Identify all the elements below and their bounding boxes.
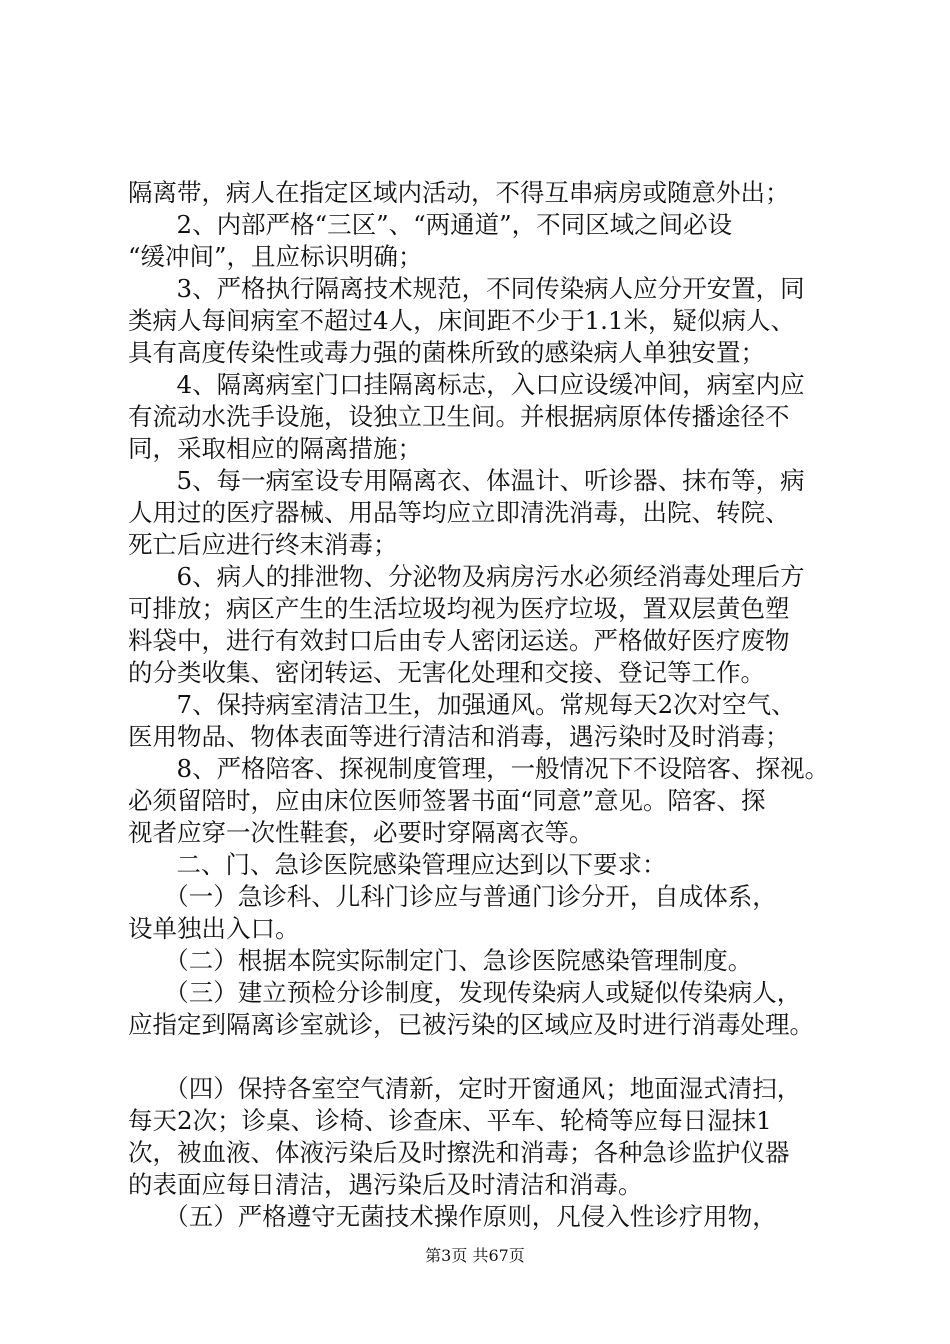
text-line: （五）严格遵守无菌技术操作原则，凡侵入性诊疗用物， <box>152 1202 777 1231</box>
text-line: 设单独出入口。 <box>128 914 300 943</box>
text-line: 视者应穿一次性鞋套，必要时穿隔离衣等。 <box>128 818 594 847</box>
text-line: 3、严格执行隔离技术规范，不同传染病人应分开安置，同 <box>152 274 805 303</box>
text-line: 有流动水洗手设施，设独立卫生间。并根据病原体传播途径不 <box>128 402 790 431</box>
text-line: （三）建立预检分诊制度，发现传染病人或疑似传染病人， <box>152 978 802 1007</box>
text-line: 的表面应每日清洁，遇污染后及时清洁和消毒。 <box>128 1170 643 1199</box>
text-line: 每天2次；诊桌、诊椅、诊查床、平车、轮椅等应每日湿抹1 <box>128 1106 772 1135</box>
text-line: （二）根据本院实际制定门、急诊医院感染管理制度。 <box>152 946 753 975</box>
section-heading: 二、门、急诊医院感染管理应达到以下要求： <box>152 850 667 879</box>
text-line: （一）急诊科、儿科门诊应与普通门诊分开，自成体系， <box>152 882 777 911</box>
text-line: 5、每一病室设专用隔离衣、体温计、听诊器、抹布等，病 <box>152 466 805 495</box>
text-line: 医用物品、物体表面等进行清洁和消毒，遇污染时及时消毒； <box>128 722 790 751</box>
text-line: 应指定到隔离诊室就诊，已被污染的区域应及时进行消毒处理。 <box>128 1010 814 1039</box>
text-line: 同，采取相应的隔离措施； <box>128 434 422 463</box>
page-footer: 第3页 共67页 <box>425 1246 525 1265</box>
text-line: 7、保持病室清洁卫生，加强通风。常规每天2次对空气、 <box>152 690 796 719</box>
text-line: 必须留陪时，应由床位医师签署书面“同意”意见。陪客、探 <box>128 786 766 815</box>
text-line: 料袋中，进行有效封口后由专人密闭运送。严格做好医疗废物 <box>128 626 790 655</box>
text-line: 死亡后应进行终末消毒； <box>128 530 398 559</box>
text-line: “缓冲间”，且应标识明确； <box>128 242 423 271</box>
text-line: 2、内部严格“三区”、“两通道”，不同区域之间必设 <box>152 210 733 239</box>
text-line: 次，被血液、体液污染后及时擦洗和消毒；各种急诊监护仪器 <box>128 1138 790 1167</box>
text-line: （四）保持各室空气清新，定时开窗通风；地面湿式清扫， <box>152 1074 802 1103</box>
text-line: 隔离带，病人在指定区域内活动，不得互串病房或随意外出； <box>128 178 790 207</box>
text-line: 人用过的医疗器械、用品等均应立即清洗消毒，出院、转院、 <box>128 498 790 527</box>
text-line: 可排放；病区产生的生活垃圾均视为医疗垃圾，置双层黄色塑 <box>128 594 790 623</box>
text-line: 6、病人的排泄物、分泌物及病房污水必须经消毒处理后方 <box>152 562 805 591</box>
text-line: 具有高度传染性或毒力强的菌株所致的感染病人单独安置； <box>128 338 765 367</box>
text-line: 类病人每间病室不超过4人，床间距不少于1.1米，疑似病人、 <box>128 306 796 335</box>
text-line: 4、隔离病室门口挂隔离标志，入口应设缓冲间，病室内应 <box>152 370 805 399</box>
text-line: 的分类收集、密闭转运、无害化处理和交接、登记等工作。 <box>128 658 765 687</box>
text-line: 8、严格陪客、探视制度管理，一般情况下不设陪客、探视。 <box>152 754 830 783</box>
